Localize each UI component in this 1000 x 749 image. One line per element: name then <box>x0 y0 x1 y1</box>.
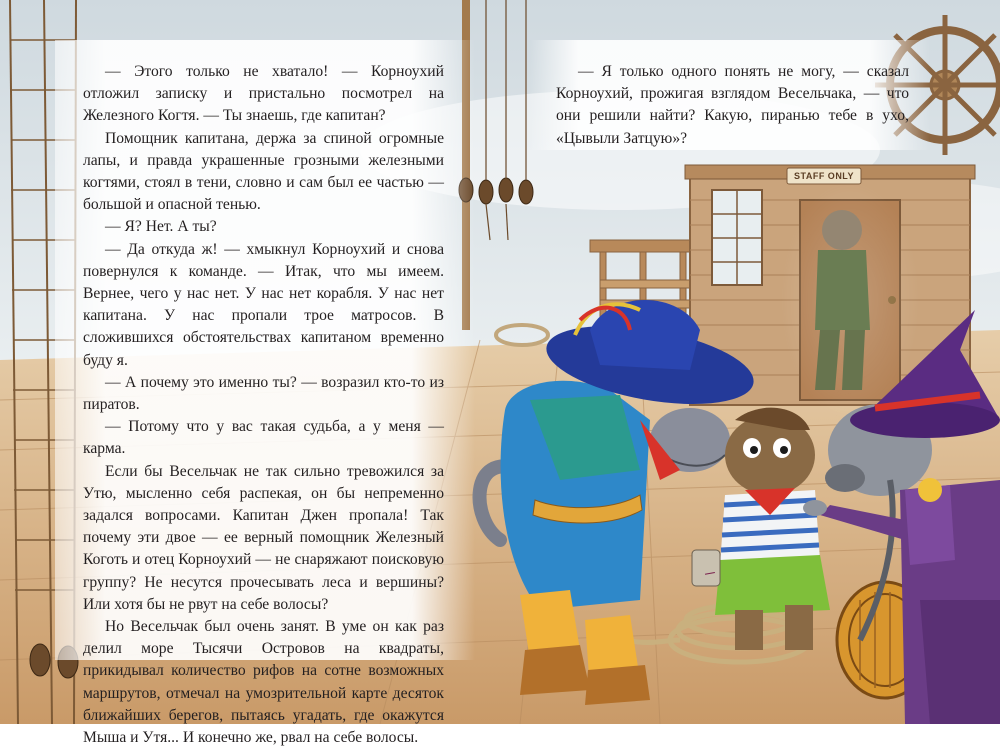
paragraph: Помощник капитана, держа за спиной огромные лапы, и правда украшенные грозными железными когтями, стоял в тени, словно и сам был ее частью — большой и опасной тенью. <box>83 129 444 214</box>
left-text-column <box>83 61 444 749</box>
right-text-column <box>556 61 909 150</box>
paragraph: — Этого только не хватало! — Корноухий отложил записку и пристально посмотрел на Железного Когтя. — Ты знаешь, где капитан? <box>83 63 444 125</box>
can-label: — <box>704 567 716 580</box>
paragraph: — А почему это именно ты? — возразил кто-то из пиратов. <box>83 373 444 414</box>
staff-only-sign: STAFF ONLY <box>793 171 854 181</box>
paragraph: — Да откуда ж! — хмыкнул Корноухий и снова повернулся к команде. — Итак, что мы имеем. Вернее, чего у нас нет. У нас нет корабля. У нас нет капитана. У нас пропали трое матросов. В сложившихся обстоятельствах капитаном временно буду я. <box>83 240 444 369</box>
paragraph: — Я только одного понять не могу, — сказал Корноухий, прожигая взглядом Весельчака, — что они решили найти? Какую, пиранью тебе в ухо, «Цывыли Затцую»? <box>556 63 909 147</box>
paragraph: — Я? Нет. А ты? <box>105 218 217 236</box>
paragraph: — Потому что у вас такая судьба, а у меня — карма. <box>83 418 444 458</box>
paragraph: Если бы Весельчак не так сильно тревожился за Утю, мысленно себя распекая, он бы непременно задался вопросами. Капитан Джен пропала! Так почему эти двое — ее верный помощник Железный Коготь и отец Корноухий — не снаряжают поисковую группу? Не несутся прочесывать леса и вершины? Или хотя бы не рвут на себе волосы? <box>83 462 444 613</box>
paragraph: Но Весельчак был очень занят. В уме он как раз делил море Тысячи Островов на квадраты, прикидывал количество рифов на сотне возможных маршрутов, отмечал на умозрительной карте десяток ближайших берегов, пытаясь угадать, где окажутся Мыша и Утя... И конечно же, рвал на себе волосы. <box>83 618 444 747</box>
